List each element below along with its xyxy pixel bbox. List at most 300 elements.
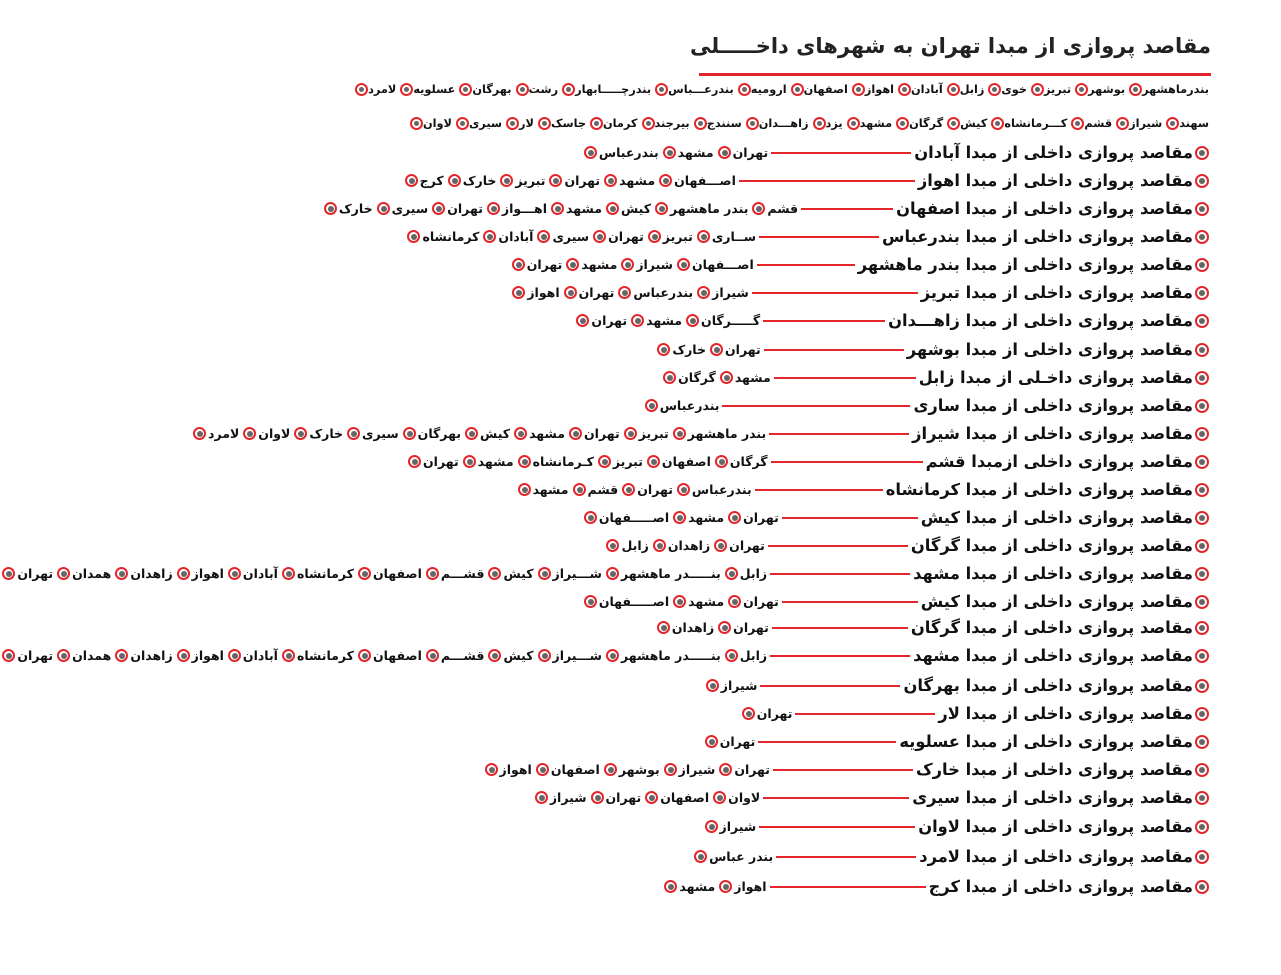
tehran-destination-item (990, 117, 1067, 130)
destination-name: کیش (503, 566, 534, 581)
bullet-icon (659, 174, 672, 187)
destination-name: قشـــم (440, 566, 485, 581)
bullet-icon (1195, 621, 1209, 635)
destination-item (324, 201, 373, 216)
destination-item (677, 257, 754, 272)
bullet-icon (606, 202, 619, 215)
destination-list (508, 285, 748, 300)
origin-row (659, 368, 1209, 387)
origin-label: مقاصد پروازی داخلی از مبدا بهرگان (903, 676, 1193, 695)
destination-item (618, 285, 693, 300)
bullet-icon (177, 649, 190, 662)
destination-name: تهران (756, 706, 793, 721)
destination-item (358, 648, 422, 663)
destination-item (177, 566, 224, 581)
destination-name: شـــیراز (552, 566, 602, 581)
origin-label: مقاصد پروازی داخلی از مبدا کرج (928, 877, 1193, 896)
bullet-icon (538, 567, 551, 580)
bullet-icon (1195, 174, 1209, 188)
bullet-icon (988, 83, 1001, 96)
bullet-icon (715, 455, 728, 468)
bullet-icon (686, 314, 699, 327)
destination-item (606, 538, 648, 553)
destination-item (566, 257, 617, 272)
origin-row (531, 788, 1209, 807)
bullet-icon (1195, 427, 1209, 441)
destination-name: ارومیه (750, 83, 787, 96)
destination-name: کیش (620, 201, 651, 216)
connector-line (757, 264, 855, 266)
destination-item (697, 229, 756, 244)
connector-line (770, 655, 910, 657)
bullet-icon (537, 230, 550, 243)
bullet-icon (1195, 707, 1209, 721)
destination-name: کـــرمانشاه (1004, 117, 1068, 130)
bullet-icon (1195, 146, 1209, 160)
destination-item (657, 620, 714, 635)
bullet-icon (465, 427, 478, 440)
bullet-icon (407, 230, 420, 243)
tehran-destination-item (851, 83, 894, 96)
connector-line (770, 886, 926, 888)
destination-name: تهران (17, 648, 54, 663)
bullet-icon (573, 483, 586, 496)
bullet-icon (1195, 567, 1209, 581)
destination-name: بندرعباس (659, 398, 720, 413)
bullet-icon (564, 286, 577, 299)
connector-line (770, 573, 910, 575)
origin-label: مقاصد پروازی داخلی از مبدا کیش (920, 592, 1193, 611)
destination-name: بندرعباس (633, 285, 694, 300)
destination-item (742, 706, 793, 721)
bullet-icon (358, 567, 371, 580)
bullet-icon (847, 117, 860, 130)
bullet-icon (710, 343, 723, 356)
bullet-icon (549, 174, 562, 187)
origin-row (580, 592, 1209, 611)
destination-name: شیراز (636, 257, 673, 272)
destination-item (714, 538, 765, 553)
origin-label: مقاصد پروازی داخلی از مبدا مشهد (913, 564, 1193, 583)
destination-name: اصفهان (372, 648, 422, 663)
destination-list (401, 173, 736, 188)
bullet-icon (576, 314, 589, 327)
destination-item (728, 594, 779, 609)
destination-name: تهران (734, 762, 771, 777)
destination-item (465, 426, 510, 441)
destination-name: زاهدان (667, 538, 711, 553)
bullet-icon (1195, 679, 1209, 693)
destination-name: اصفهان (550, 762, 600, 777)
destination-list (702, 678, 758, 693)
bullet-icon (1195, 649, 1209, 663)
destination-list (508, 257, 754, 272)
bullet-icon (645, 791, 658, 804)
destination-name: آبادان (242, 648, 278, 663)
bullet-icon (1195, 286, 1209, 300)
destination-item (538, 648, 602, 663)
destination-name: خارک (462, 173, 497, 188)
destination-name: تهران (725, 342, 761, 357)
bullet-icon (713, 791, 726, 804)
destination-name: تبریز (612, 454, 643, 469)
destination-item (514, 426, 565, 441)
destination-list (738, 706, 793, 721)
bullet-icon (536, 763, 549, 776)
destination-name: تهران (591, 313, 628, 328)
destination-list (701, 819, 757, 834)
destination-item (606, 566, 721, 581)
tehran-destination-item (641, 117, 690, 130)
destination-item (282, 566, 354, 581)
destination-item (518, 454, 594, 469)
destination-name: شیراز (549, 790, 587, 805)
destination-item (621, 257, 673, 272)
tehran-destination-item (354, 83, 396, 96)
destination-name: اصـــفهان (674, 173, 736, 188)
bullet-icon (705, 820, 718, 833)
destination-name: اصـــــفهان (598, 594, 670, 609)
bullet-icon (463, 455, 476, 468)
tehran-destination-item (895, 117, 943, 130)
origin-row (580, 508, 1209, 527)
connector-line (772, 627, 908, 629)
destination-name: گرگان (909, 117, 944, 130)
bullet-icon (115, 649, 128, 662)
bullet-icon (631, 314, 644, 327)
bullet-icon (403, 427, 416, 440)
destination-name: خارک (338, 201, 373, 216)
destination-name: مشهد (581, 257, 618, 272)
destination-item (718, 620, 769, 635)
bullet-icon (673, 427, 686, 440)
bullet-icon (1195, 314, 1209, 328)
bullet-icon (697, 230, 710, 243)
tehran-destination-item (1074, 83, 1125, 96)
destination-name: کیش (480, 426, 511, 441)
destination-item (512, 285, 559, 300)
origin-label: مقاصد پروازی داخلی از مبدا بندرعباس (882, 227, 1193, 246)
tehran-destination-item (987, 83, 1027, 96)
destination-list (602, 538, 764, 553)
connector-line (795, 713, 935, 715)
bullet-icon (485, 763, 498, 776)
destination-name: تهران (719, 734, 756, 749)
bullet-icon (1195, 820, 1209, 834)
origin-label: مقاصد پروازی داخلی از مبدا لامرد (919, 847, 1193, 866)
destination-item (536, 762, 600, 777)
bullet-icon (604, 174, 617, 187)
destination-item (593, 229, 644, 244)
destination-name: تهران (578, 285, 615, 300)
destination-name: زابل (621, 538, 649, 553)
origin-row (653, 340, 1209, 359)
origin-row (602, 536, 1209, 555)
destination-item (193, 426, 239, 441)
destination-item (518, 482, 569, 497)
connector-line (755, 489, 883, 491)
destination-name: همدان (72, 648, 112, 663)
destination-item (606, 648, 721, 663)
bullet-icon (746, 117, 759, 130)
origin-label: مقاصد پروازی داخلی از مبدا اهواز (917, 171, 1193, 190)
destination-item (487, 201, 547, 216)
destination-name: اهواز (499, 762, 532, 777)
origin-label: مقاصد پروازی داخـلی از مبدا زابل (918, 368, 1193, 387)
tehran-destination-item (537, 117, 586, 130)
destination-name: سیری (468, 117, 503, 130)
tehran-destination-item (812, 117, 843, 130)
tehran-destination-item (693, 117, 742, 130)
bullet-icon (725, 567, 738, 580)
tehran-destination-item (737, 83, 787, 96)
origin-row (653, 618, 1209, 637)
origin-label: مقاصد پروازی داخلی از مبدا گرگان (910, 536, 1193, 555)
bullet-icon (518, 455, 531, 468)
origin-row (701, 817, 1209, 836)
bullet-icon (663, 146, 676, 159)
tehran-destination-item (946, 117, 987, 130)
bullet-icon (742, 707, 755, 720)
destination-list (641, 398, 720, 413)
destination-item (718, 145, 769, 160)
destination-name: بندرچـــــابهار (575, 83, 652, 96)
bullet-icon (618, 286, 631, 299)
origin-row (738, 704, 1209, 723)
bullet-icon (1195, 735, 1209, 749)
bullet-icon (590, 117, 603, 130)
destination-name: شـــیراز (552, 648, 602, 663)
destination-item (664, 762, 716, 777)
destination-list (580, 510, 779, 525)
origin-label: مقاصد پروازی داخلی از مبدا گرگان (910, 618, 1193, 637)
bullet-icon (1195, 483, 1209, 497)
destination-item (645, 790, 709, 805)
bullet-icon (647, 455, 660, 468)
tehran-destination-item (561, 83, 651, 96)
origin-label: مقاصد پروازی داخلی از مبدا سیری (912, 788, 1193, 807)
destination-item (538, 566, 602, 581)
destination-item (282, 648, 354, 663)
destination-list (481, 762, 770, 777)
destination-item (549, 173, 600, 188)
destination-name: ســاری (711, 229, 757, 244)
destination-name: بندر ماهشهر (687, 426, 767, 441)
origin-label: مقاصد پروازی داخلی از مبدا اصفهان (896, 199, 1193, 218)
destination-name: قشم (587, 482, 619, 497)
destination-list (580, 594, 779, 609)
destination-list (403, 229, 756, 244)
bullet-icon (706, 679, 719, 692)
destination-name: مشهد (677, 145, 714, 160)
origin-row (0, 646, 1209, 665)
bullet-icon (591, 791, 604, 804)
destination-name: خارک (672, 342, 707, 357)
destination-name: جاسک (550, 117, 587, 130)
destination-item (551, 201, 602, 216)
destination-item (228, 566, 278, 581)
destination-name: مشهد (646, 313, 683, 328)
destination-item (706, 678, 758, 693)
destination-name: زاهدان (671, 620, 715, 635)
destination-item (377, 201, 429, 216)
bullet-icon (719, 880, 732, 893)
bullet-icon (719, 763, 732, 776)
bullet-icon (606, 539, 619, 552)
bullet-icon (243, 427, 256, 440)
destination-name: تهران (743, 510, 779, 525)
bullet-icon (426, 567, 439, 580)
destination-name: بندرماهشهر (1142, 83, 1209, 96)
destination-item (584, 145, 659, 160)
destination-item (705, 819, 757, 834)
destination-item (673, 426, 766, 441)
destination-item (664, 879, 715, 894)
destination-name: لاوان (422, 117, 452, 130)
bullet-icon (1195, 511, 1209, 525)
bullet-icon (500, 174, 513, 187)
bullet-icon (400, 83, 413, 96)
destination-name: لامرد (368, 83, 397, 96)
destination-name: زاهدان (130, 648, 173, 663)
destination-name: تهران (526, 257, 563, 272)
bullet-icon (1195, 202, 1209, 216)
destination-item (564, 285, 615, 300)
destination-name: تهران (732, 145, 769, 160)
destination-name: تهران (605, 790, 642, 805)
destination-item (719, 762, 770, 777)
destination-item (725, 648, 767, 663)
bullet-icon (752, 202, 765, 215)
destination-name: آبادان (498, 229, 534, 244)
destination-item (2, 566, 53, 581)
connector-line (760, 685, 900, 687)
connector-line (759, 236, 879, 238)
destination-name: مشهد (688, 510, 725, 525)
destination-item (659, 173, 736, 188)
destination-item (663, 370, 716, 385)
destination-name: اصفهان (661, 454, 711, 469)
destination-item (604, 762, 660, 777)
destination-name: عسلویه (413, 83, 456, 96)
origin-row (701, 732, 1209, 751)
bullet-icon (448, 174, 461, 187)
bullet-icon (728, 511, 741, 524)
destination-item (622, 482, 673, 497)
destination-name: زابل (959, 83, 985, 96)
destination-name: کرج (419, 173, 444, 188)
destination-name: بنـــــدر ماهشهر (620, 566, 721, 581)
destination-name: خوی (1001, 83, 1027, 96)
destination-item (584, 594, 669, 609)
bullet-icon (705, 735, 718, 748)
destination-list (0, 566, 767, 581)
destination-name: سیری (391, 201, 429, 216)
origin-row (641, 396, 1209, 415)
destination-name: شیراز (1129, 117, 1163, 130)
bullet-icon (584, 511, 597, 524)
bullet-icon (426, 649, 439, 662)
page-title: مقاصد پروازی از مبدا تهران به شهرهای داخـــــلی (690, 34, 1211, 58)
destination-item (694, 849, 773, 864)
bullet-icon (57, 649, 70, 662)
connector-line (763, 320, 885, 322)
destination-list (514, 482, 752, 497)
origin-row (189, 424, 1209, 443)
connector-line (759, 826, 915, 828)
destination-item (535, 790, 587, 805)
destination-item (408, 454, 459, 469)
destination-name: اصفهان (372, 566, 422, 581)
destination-name: مشهد (688, 594, 725, 609)
destination-name: تهران (733, 620, 769, 635)
destination-item (2, 648, 53, 663)
bullet-icon (1195, 791, 1209, 805)
destination-item (500, 173, 545, 188)
bullet-icon (593, 230, 606, 243)
bullet-icon (1195, 399, 1209, 413)
origin-row (320, 199, 1209, 218)
destination-name: مشهد (734, 370, 771, 385)
bullet-icon (566, 258, 579, 271)
bullet-icon (488, 567, 501, 580)
destination-list (660, 879, 766, 894)
connector-line (771, 461, 923, 463)
destination-name: لاوان (258, 426, 291, 441)
destination-item (631, 313, 682, 328)
bullet-icon (606, 567, 619, 580)
bullet-icon (657, 343, 670, 356)
bullet-icon (408, 455, 421, 468)
destination-item (697, 285, 749, 300)
destination-name: مشهد (566, 201, 602, 216)
destination-name: بندر عباس (709, 849, 774, 864)
bullet-icon (657, 621, 670, 634)
tehran-destination-item (846, 117, 892, 130)
destination-item (115, 648, 172, 663)
destination-name: گـــــرگان (701, 313, 761, 328)
destination-item (488, 566, 533, 581)
destination-name: همدان (72, 566, 112, 581)
destination-item (115, 566, 172, 581)
origin-row (580, 143, 1209, 162)
origin-label: مقاصد پروازی داخلی از مبدا لاوان (918, 817, 1193, 836)
tehran-destination-item (1165, 117, 1209, 130)
destination-name: لامرد (208, 426, 240, 441)
destination-name: اصـــــفهان (598, 510, 670, 525)
bullet-icon (714, 539, 727, 552)
origin-row (0, 564, 1209, 583)
destination-item (728, 510, 779, 525)
destination-name: بوشهر (1088, 83, 1126, 96)
bullet-icon (538, 117, 551, 130)
bullet-icon (228, 567, 241, 580)
destination-item (715, 454, 768, 469)
bullet-icon (584, 146, 597, 159)
destination-name: کـرمانشاه (532, 454, 594, 469)
destination-list (404, 454, 768, 469)
destination-item (463, 454, 514, 469)
destination-item (686, 313, 760, 328)
bullet-icon (664, 763, 677, 776)
destination-item (573, 482, 619, 497)
destination-item (673, 594, 724, 609)
destination-name: بندرعـــباس (668, 83, 734, 96)
bullet-icon (516, 83, 529, 96)
bullet-icon (228, 649, 241, 662)
destination-name: لاوان (728, 790, 761, 805)
bullet-icon (718, 621, 731, 634)
